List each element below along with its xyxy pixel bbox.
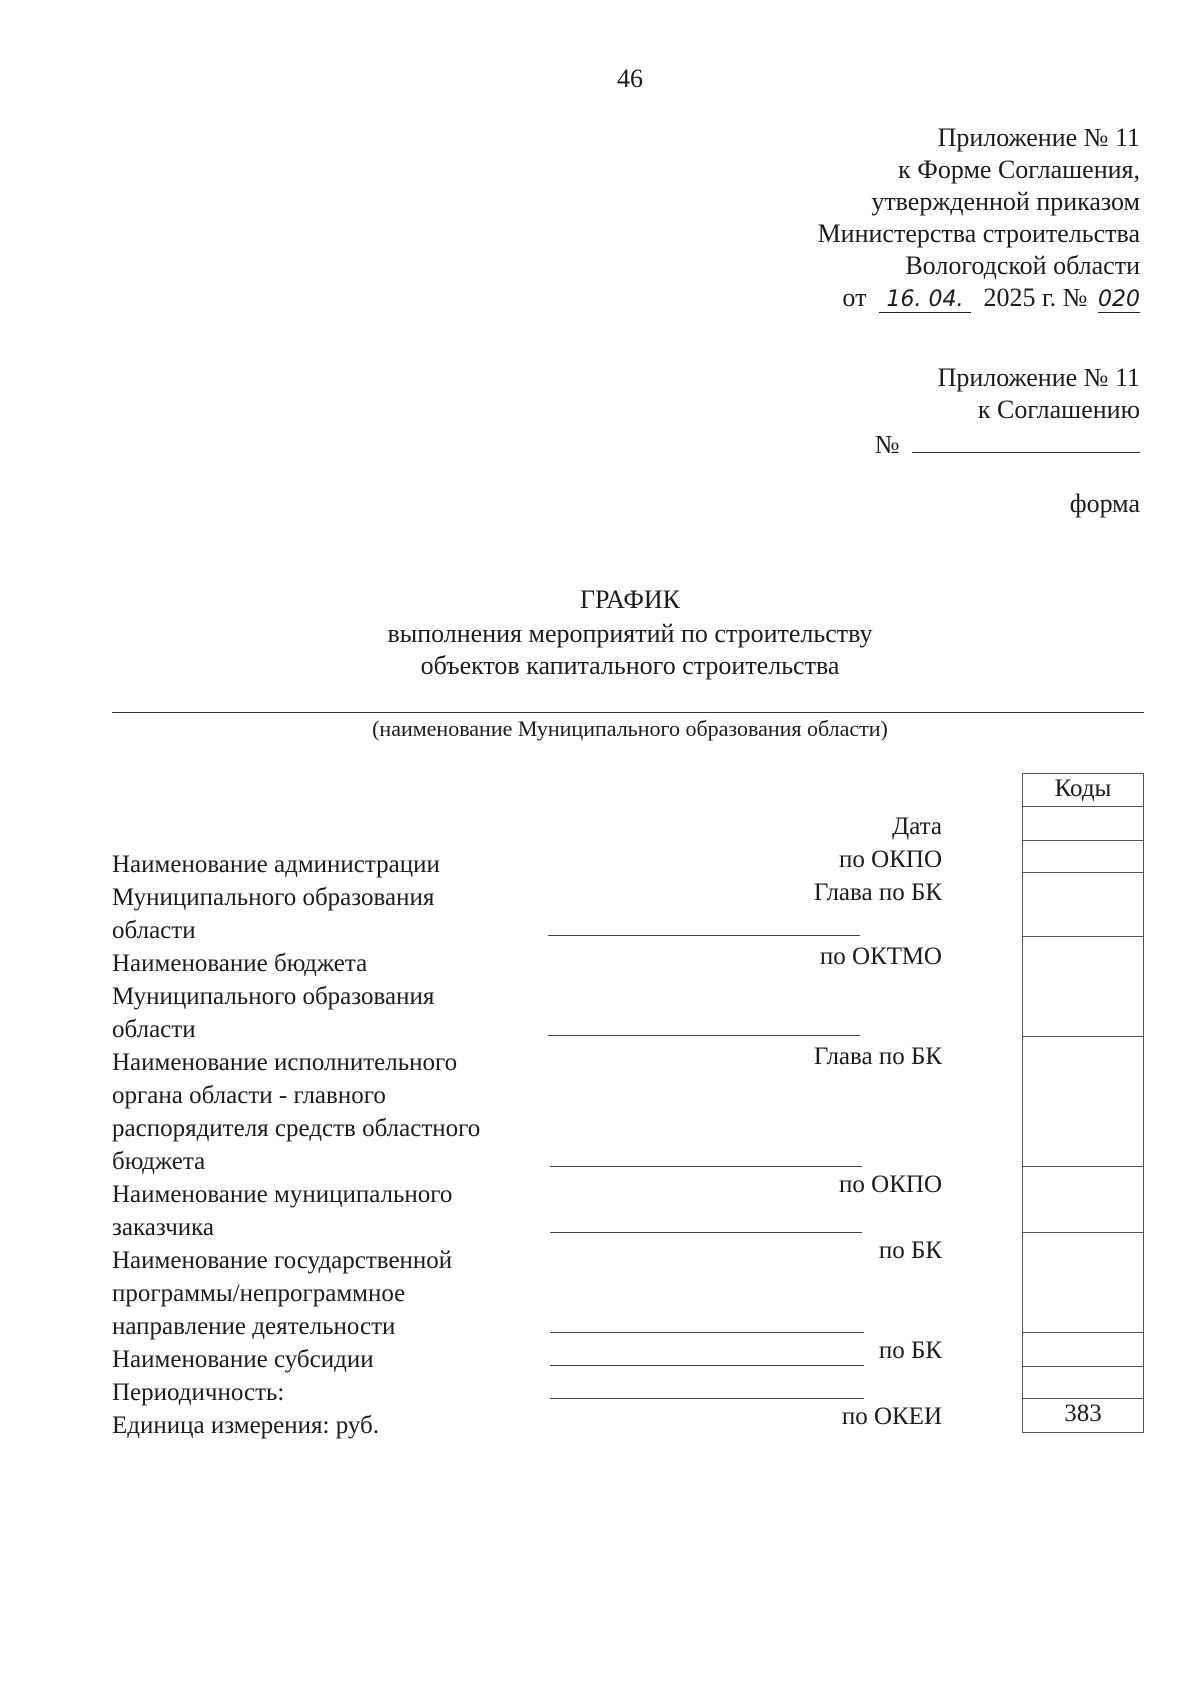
agreement-number-blank xyxy=(912,428,1140,453)
label-line: бюджета xyxy=(112,1148,206,1175)
code-cell-okpo-2 xyxy=(1022,1167,1144,1233)
label-line: Муниципального образования xyxy=(112,884,435,911)
customer-fill-line xyxy=(550,1232,862,1233)
label-line: Наименование государственной xyxy=(112,1247,453,1274)
header-line: к Форме Соглашения, xyxy=(898,155,1140,184)
agreement-number-line xyxy=(875,428,1140,461)
handwritten-date: 16. 04. xyxy=(879,288,971,313)
approval-header xyxy=(818,122,1140,314)
label-okei: по ОКЕИ xyxy=(841,1403,942,1430)
title-line-2: выполнения мероприятий по строительству xyxy=(387,619,873,648)
code-cell-glava-bk xyxy=(1022,873,1144,937)
form-label: форма xyxy=(1069,489,1140,518)
label-line: Единица измерения: руб. xyxy=(112,1412,380,1439)
periodicity-fill-line xyxy=(550,1398,864,1399)
label-line: Наименование администрации xyxy=(112,851,440,878)
codes-header: Коды xyxy=(1054,775,1112,802)
code-cell-okpo xyxy=(1022,841,1144,873)
label-line: Периодичность: xyxy=(112,1379,285,1406)
label-line: заказчика xyxy=(112,1214,215,1241)
label-okpo-2: по ОКПО xyxy=(839,1171,942,1198)
label-line: области xyxy=(112,1016,196,1043)
code-cell-glava-bk-2 xyxy=(1022,1037,1144,1167)
label-line: Наименование бюджета xyxy=(112,950,368,977)
program-fill-line xyxy=(550,1332,864,1333)
codes-header-cell xyxy=(1022,773,1144,807)
appendix-line: к Соглашению xyxy=(977,395,1140,424)
label-line: программы/непрограммное xyxy=(112,1280,406,1307)
year-text: 2025 г. № xyxy=(983,283,1088,312)
label-line: распорядителя средств областного xyxy=(112,1115,481,1142)
agreement-appendix-header xyxy=(875,362,1140,461)
municipality-caption: (наименование Муниципального образования области) xyxy=(372,716,888,741)
date-prefix: от xyxy=(842,283,867,312)
label-line: области xyxy=(112,917,196,944)
label-line: Муниципального образования xyxy=(112,983,435,1010)
code-cell-period xyxy=(1022,1367,1144,1399)
label-bk-2: по БК xyxy=(878,1337,942,1364)
label-line: направление деятельности xyxy=(112,1313,396,1340)
title-line-3: объектов капитального строительства xyxy=(420,651,840,680)
code-cell-bk-2 xyxy=(1022,1333,1144,1367)
appendix-line: Приложение № 11 xyxy=(937,363,1140,392)
label-line: Наименование субсидии xyxy=(112,1346,374,1373)
label-date: Дата xyxy=(892,813,942,840)
header-line: Приложение № 11 xyxy=(937,123,1140,152)
budget-fill-line xyxy=(548,1035,860,1036)
label-administration xyxy=(112,848,480,1442)
code-cell-okei: 383 xyxy=(1022,1399,1144,1433)
header-line: Министерства строительства xyxy=(817,219,1140,248)
label-line: Наименование муниципального xyxy=(112,1181,453,1208)
label-line: органа области - главного xyxy=(112,1082,386,1109)
label-oktmo: по ОКТМО xyxy=(819,943,942,970)
label-okpo: по ОКПО xyxy=(839,846,942,873)
number-label: № xyxy=(874,430,900,459)
document-title: ГРАФИК xyxy=(580,585,680,614)
handwritten-number: 020 xyxy=(1098,287,1140,312)
label-glava-bk-2: Глава по БК xyxy=(813,1043,942,1070)
order-date-line xyxy=(818,282,1140,314)
header-line: Вологодской области xyxy=(905,251,1140,280)
code-cell-date xyxy=(1022,807,1144,841)
label-bk: по БК xyxy=(878,1237,942,1264)
code-cell-oktmo xyxy=(1022,937,1144,1037)
code-cell-bk xyxy=(1022,1233,1144,1333)
label-glava-bk: Глава по БК xyxy=(813,879,942,906)
label-line: Наименование исполнительного xyxy=(112,1049,458,1076)
administration-fill-line xyxy=(548,935,860,936)
municipality-name-line xyxy=(112,712,1144,713)
executive-body-fill-line xyxy=(550,1166,862,1167)
page-number: 46 xyxy=(617,64,643,93)
header-line: утвержденной приказом xyxy=(871,187,1140,216)
subsidy-fill-line xyxy=(550,1365,864,1366)
